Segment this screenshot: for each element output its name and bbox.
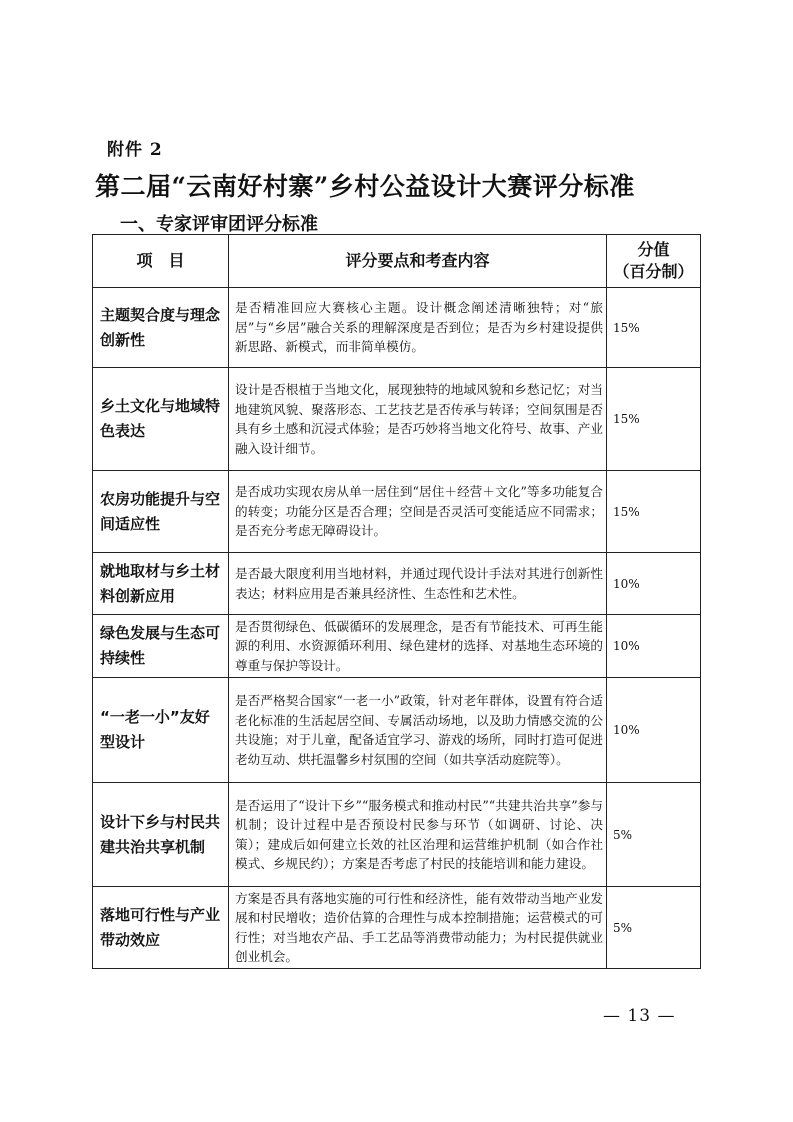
header-score [607, 235, 701, 288]
header-score-line1: 分值 [637, 240, 670, 259]
table-header-row [93, 235, 701, 288]
table-row [93, 368, 701, 471]
header-item: 项 目 [93, 235, 229, 288]
header-score-line2: （百分制） [613, 262, 694, 281]
table-row [93, 678, 701, 783]
scoring-table [92, 234, 701, 969]
row-item: 落地可行性与产业带动效应 [93, 887, 229, 969]
row-score: 15% [607, 288, 701, 368]
row-item: 绿色发展与生态可持续性 [93, 615, 229, 678]
row-item: “一老一小”友好型设计 [93, 678, 229, 783]
table-row [93, 288, 701, 368]
row-criteria: 是否最大限度利用当地材料，并通过现代设计手法对其进行创新性表达；材料应用是否兼具经济性、生态性和艺术性。 [229, 553, 607, 615]
table-row [93, 783, 701, 887]
row-score: 5% [607, 887, 701, 969]
row-criteria: 方案是否具有落地实施的可行性和经济性，能有效带动当地产业发展和村民增收；造价估算的合理性与成本控制措施；运营模式的可行性；对当地农产品、手工艺品等消费带动能力；为村民提供就业创业机会。 [229, 887, 607, 969]
row-score: 15% [607, 471, 701, 553]
row-criteria: 设计是否根植于当地文化，展现独特的地域风貌和乡愁记忆；对当地建筑风貌、聚落形态、工艺技艺是否传承与转译；空间氛围是否具有乡土感和沉浸式体验；是否巧妙将当地文化符号、故事、产业融入设计细节。 [229, 368, 607, 471]
header-criteria: 评分要点和考查内容 [229, 235, 607, 288]
row-criteria: 是否运用了“设计下乡”“服务模式和推动村民”“共建共治共享”参与机制；设计过程中是否预设村民参与环节（如调研、讨论、决策）；建成后如何建立长效的社区治理和运营维护机制（如合作社模式、乡规民约）；方案是否考虑了村民的技能培训和能力建设。 [229, 783, 607, 887]
row-item: 乡土文化与地域特色表达 [93, 368, 229, 471]
row-score: 10% [607, 615, 701, 678]
row-item: 就地取材与乡土材料创新应用 [93, 553, 229, 615]
attachment-label: 附件 2 [107, 140, 163, 160]
row-criteria: 是否成功实现农房从单一居住到“居住＋经营＋文化”等多功能复合的转变；功能分区是否合理；空间是否灵活可变能适应不同需求；是否充分考虑无障碍设计。 [229, 471, 607, 553]
table-row [93, 615, 701, 678]
row-score: 10% [607, 553, 701, 615]
row-score: 5% [607, 783, 701, 887]
table-row [93, 553, 701, 615]
table-row [93, 887, 701, 969]
document-title: 第二届“云南好村寨”乡村公益设计大赛评分标准 [95, 172, 635, 201]
row-score: 10% [607, 678, 701, 783]
row-item: 主题契合度与理念创新性 [93, 288, 229, 368]
table-row [93, 471, 701, 553]
row-score: 15% [607, 368, 701, 471]
row-criteria: 是否严格契合国家“一老一小”政策，针对老年群体，设置有符合适老化标准的生活起居空间、专属活动场地，以及助力情感交流的公共设施；对于儿童，配备适宜学习、游戏的场所，同时打造可促进老幼互动、烘托温馨乡村氛围的空间（如共享活动庭院等）。 [229, 678, 607, 783]
page-number: — 13 — [603, 1006, 676, 1026]
row-criteria: 是否精准回应大赛核心主题。设计概念阐述清晰独特；对“旅居”与“乡居”融合关系的理解深度是否到位；是否为乡村建设提供新思路、新模式，而非简单模仿。 [229, 288, 607, 368]
row-criteria: 是否贯彻绿色、低碳循环的发展理念，是否有节能技术、可再生能源的利用、水资源循环利用、绿色建材的选择、对基地生态环境的尊重与保护等设计。 [229, 615, 607, 678]
section-heading: 一、专家评审团评分标准 [120, 214, 318, 235]
row-item: 农房功能提升与空间适应性 [93, 471, 229, 553]
row-item: 设计下乡与村民共建共治共享机制 [93, 783, 229, 887]
